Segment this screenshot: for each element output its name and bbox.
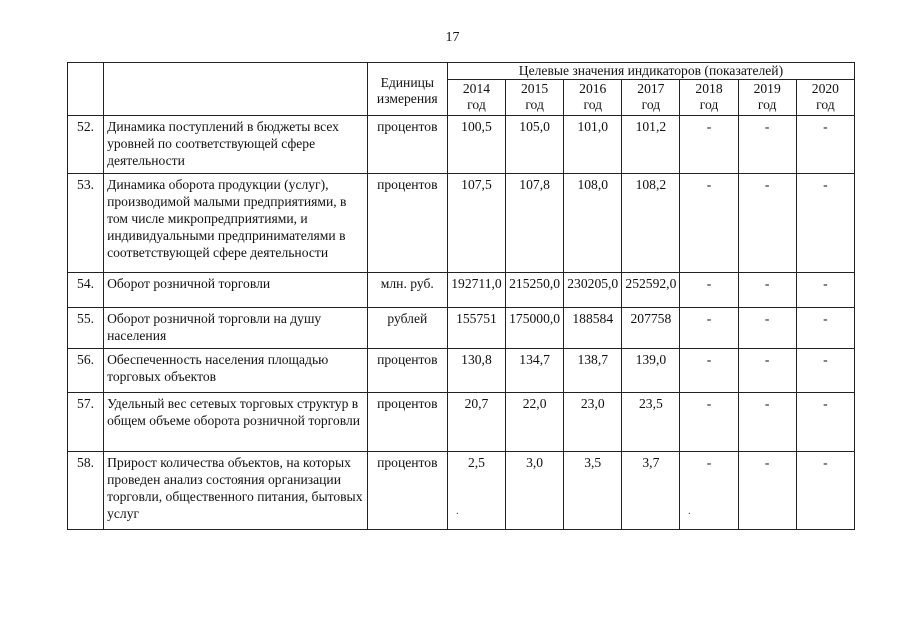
value-cell: 105,0	[506, 116, 564, 174]
value-cell: 138,7	[564, 349, 622, 393]
page-number: 17	[445, 30, 460, 45]
value-cell: 3,0	[506, 452, 564, 530]
value-cell: 192711,0	[447, 273, 505, 308]
header-name-cell	[104, 63, 368, 116]
header-year-2019	[738, 80, 796, 116]
header-year-value: 2014	[462, 81, 491, 96]
header-year-value: 2020	[811, 81, 839, 96]
row-number: 58.	[68, 452, 104, 530]
header-year-2016	[564, 80, 622, 116]
value-cell: 207758	[622, 308, 680, 349]
empty-value-cell: -	[738, 273, 796, 308]
header-year-word: год	[757, 97, 777, 112]
indicator-name: Обеспеченность населения площадью торговых объектов	[104, 349, 368, 393]
empty-value-cell: -	[796, 174, 854, 273]
table-body	[68, 116, 855, 530]
header-year-value: 2016	[579, 81, 607, 96]
scan-speck: .	[456, 506, 459, 517]
value-cell: 175000,0	[506, 308, 564, 349]
empty-value-cell: -	[796, 393, 854, 452]
empty-value-cell: -	[680, 393, 738, 452]
header-year-value: 2018	[695, 81, 723, 96]
header-year-word: год	[816, 97, 835, 112]
unit-cell: процентов	[367, 116, 447, 174]
value-cell: 107,5	[447, 174, 505, 273]
header-year-word: год	[467, 97, 486, 112]
empty-value-cell: -	[738, 393, 796, 452]
unit-cell: млн. руб.	[367, 273, 447, 308]
header-year-2018	[680, 80, 738, 116]
value-cell: 22,0	[506, 393, 564, 452]
empty-value-cell: -	[738, 308, 796, 349]
value-cell: 107,8	[506, 174, 564, 273]
unit-cell: рублей	[367, 308, 447, 349]
indicators-table	[67, 62, 855, 530]
empty-value-cell: -	[680, 273, 738, 308]
indicator-name: Динамика поступлений в бюджеты всех уровней по соответствующей сфере деятельности	[104, 116, 368, 174]
row-number: 53.	[68, 174, 104, 273]
value-cell: 130,8	[447, 349, 505, 393]
unit-cell: процентов	[367, 349, 447, 393]
header-year-value: 2017	[637, 81, 665, 96]
table-row	[68, 308, 855, 349]
value-cell: 23,0	[564, 393, 622, 452]
table-row	[68, 393, 855, 452]
header-year-word: год	[583, 97, 603, 112]
empty-value-cell: -	[796, 349, 854, 393]
header-year-value: 2019	[753, 81, 781, 96]
table-row	[68, 174, 855, 273]
value-cell: 100,5	[447, 116, 505, 174]
header-year-value: 2015	[521, 81, 549, 96]
value-cell: 108,0	[564, 174, 622, 273]
indicator-name: Прирост количества объектов, на которых проведен анализ состояния организации торговли, общественного питания, бытовых услуг	[104, 452, 368, 530]
value-cell: 23,5	[622, 393, 680, 452]
header-year-2020	[796, 80, 854, 116]
empty-value-cell: -	[738, 174, 796, 273]
empty-value-cell: -	[796, 116, 854, 174]
header-year-2015	[506, 80, 564, 116]
table-row	[68, 116, 855, 174]
value-cell: 101,0	[564, 116, 622, 174]
value-cell: 188584	[564, 308, 622, 349]
row-number: 56.	[68, 349, 104, 393]
empty-value-cell: -	[680, 452, 738, 530]
table-row	[68, 349, 855, 393]
empty-value-cell: -	[680, 349, 738, 393]
value-cell: 20,7	[447, 393, 505, 452]
row-number: 57.	[68, 393, 104, 452]
header-year-word: год	[699, 97, 719, 112]
header-year-2014	[447, 80, 505, 116]
table-row	[68, 273, 855, 308]
value-cell: 2,5	[447, 452, 505, 530]
row-number: 54.	[68, 273, 104, 308]
empty-value-cell: -	[680, 116, 738, 174]
empty-value-cell: -	[738, 349, 796, 393]
value-cell: 252592,0	[622, 273, 680, 308]
unit-cell: процентов	[367, 452, 447, 530]
indicator-name: Оборот розничной торговли на душу населения	[104, 308, 368, 349]
empty-value-cell: -	[796, 273, 854, 308]
empty-value-cell: -	[738, 452, 796, 530]
value-cell: 101,2	[622, 116, 680, 174]
indicator-name: Динамика оборота продукции (услуг), производимой малыми предприятиями, в том числе микропредприятиями, и индивидуальными предпринимателями в соответствующей сфере деятельности	[104, 174, 368, 273]
value-cell: 108,2	[622, 174, 680, 273]
header-target-values: Целевые значения индикаторов (показателей)	[447, 63, 854, 80]
value-cell: 3,7	[622, 452, 680, 530]
unit-cell: процентов	[367, 174, 447, 273]
table-header	[68, 63, 855, 116]
row-number: 55.	[68, 308, 104, 349]
empty-value-cell: -	[796, 452, 854, 530]
empty-value-cell: -	[680, 308, 738, 349]
value-cell: 134,7	[506, 349, 564, 393]
scan-speck: .	[688, 506, 691, 517]
value-cell: 155751	[447, 308, 505, 349]
indicator-name: Удельный вес сетевых торговых структур в общем объеме оборота розничной торговли	[104, 393, 368, 452]
header-units: Единицы измерения	[367, 63, 447, 116]
header-year-2017	[622, 80, 680, 116]
header-number-cell	[68, 63, 104, 116]
empty-value-cell: -	[738, 116, 796, 174]
value-cell: 215250,0	[506, 273, 564, 308]
table-row	[68, 452, 855, 530]
header-year-word: год	[525, 97, 544, 112]
value-cell: 139,0	[622, 349, 680, 393]
value-cell: 230205,0	[564, 273, 622, 308]
row-number: 52.	[68, 116, 104, 174]
empty-value-cell: -	[680, 174, 738, 273]
header-year-word: год	[641, 97, 661, 112]
unit-cell: процентов	[367, 393, 447, 452]
indicator-name: Оборот розничной торговли	[104, 273, 368, 308]
value-cell: 3,5	[564, 452, 622, 530]
empty-value-cell: -	[796, 308, 854, 349]
